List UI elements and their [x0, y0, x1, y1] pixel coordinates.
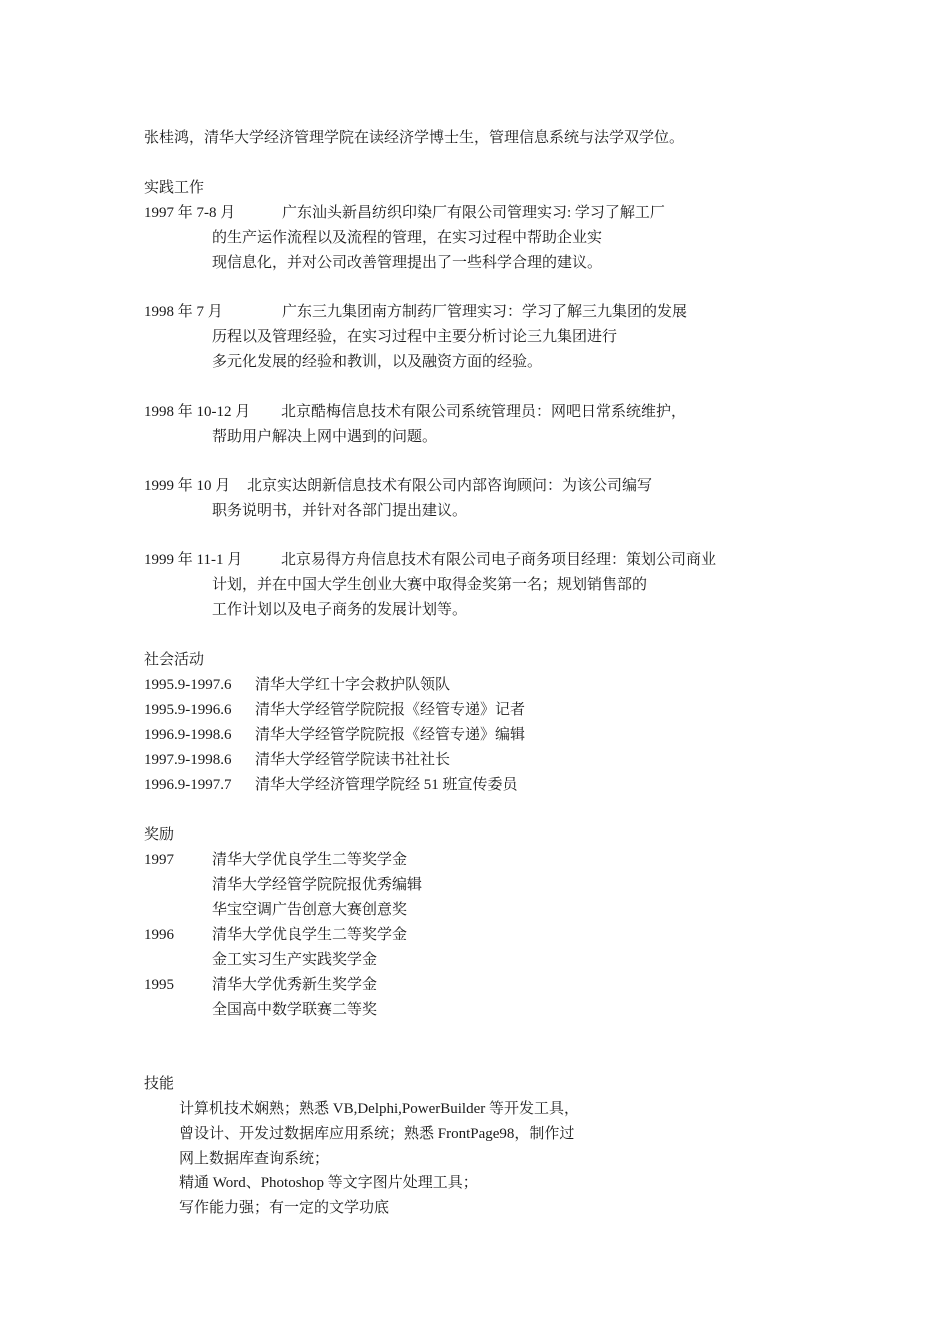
- award-item: 清华大学优良学生二等奖学金: [212, 852, 408, 868]
- intro-text: 张桂鸿，清华大学经济管理学院在读经济学博士生，管理信息系统与法学双学位。: [144, 130, 685, 146]
- award-year: 1996: [144, 927, 174, 943]
- social-item-text: 清华大学经管学院院报《经管专递》记者: [255, 702, 526, 718]
- practice-entry-date: 1998 年 10-12 月: [144, 404, 251, 420]
- practice-entry-date: 1998 年 7 月: [144, 304, 223, 320]
- practice-entry-text: 帮助用户解决上网中遇到的问题。: [212, 429, 438, 445]
- practice-entry-text: 北京易得方舟信息技术有限公司电子商务项目经理：策划公司商业: [281, 552, 717, 568]
- practice-entry-text: 计划，并在中国大学生创业大赛中取得金奖第一名；规划销售部的: [212, 577, 648, 593]
- social-item-text: 清华大学红十字会救护队领队: [255, 677, 451, 693]
- practice-entry-text: 北京酷梅信息技术有限公司系统管理员：网吧日常系统维护，: [281, 404, 687, 420]
- practice-entry-text: 职务说明书，并针对各部门提出建议。: [212, 503, 468, 519]
- award-year: 1995: [144, 977, 174, 993]
- social-item-text: 清华大学经济管理学院经 51 班宣传委员: [255, 777, 518, 793]
- skill-line: 写作能力强；有一定的文学功底: [179, 1200, 390, 1216]
- social-item-period: 1995.9-1997.6: [144, 677, 232, 693]
- practice-entry-date: 1999 年 10 月: [144, 478, 231, 494]
- practice-heading: 实践工作: [144, 180, 205, 196]
- practice-entry-text: 北京实达朗新信息技术有限公司内部咨询顾问：为该公司编写: [247, 478, 653, 494]
- social-item-period: 1997.9-1998.6: [144, 752, 232, 768]
- practice-entry-text: 现信息化，并对公司改善管理提出了一些科学合理的建议。: [212, 255, 603, 271]
- award-item: 清华大学经管学院院报优秀编辑: [212, 877, 423, 893]
- skill-line: 精通 Word、Photoshop 等文字图片处理工具；: [179, 1175, 478, 1191]
- skill-line: 网上数据库查询系统；: [179, 1151, 330, 1167]
- practice-entry-text: 广东三九集团南方制药厂管理实习：学习了解三九集团的发展: [282, 304, 688, 320]
- award-year: 1997: [144, 852, 174, 868]
- social-item-period: 1996.9-1997.7: [144, 777, 232, 793]
- award-item: 金工实习生产实践奖学金: [212, 952, 378, 968]
- award-item: 清华大学优秀新生奖学金: [212, 977, 378, 993]
- social-item-text: 清华大学经管学院读书社社长: [255, 752, 451, 768]
- skill-line: 曾设计、开发过数据库应用系统；熟悉 FrontPage98，制作过: [179, 1126, 575, 1142]
- skills-heading: 技能: [144, 1076, 175, 1092]
- awards-heading: 奖励: [144, 827, 175, 843]
- social-item-period: 1995.9-1996.6: [144, 702, 232, 718]
- award-item: 清华大学优良学生二等奖学金: [212, 927, 408, 943]
- practice-entry-date: 1997 年 7-8 月: [144, 205, 236, 221]
- practice-entry-text: 多元化发展的经验和教训，以及融资方面的经验。: [212, 354, 543, 370]
- award-item: 全国高中数学联赛二等奖: [212, 1002, 378, 1018]
- practice-entry-text: 工作计划以及电子商务的发展计划等。: [212, 602, 468, 618]
- social-item-period: 1996.9-1998.6: [144, 727, 232, 743]
- practice-entry-date: 1999 年 11-1 月: [144, 552, 243, 568]
- practice-entry-text: 历程以及管理经验，在实习过程中主要分析讨论三九集团进行: [212, 329, 618, 345]
- social-heading: 社会活动: [144, 652, 205, 668]
- social-item-text: 清华大学经管学院院报《经管专递》编辑: [255, 727, 526, 743]
- practice-entry-text: 的生产运作流程以及流程的管理，在实习过程中帮助企业实: [212, 230, 603, 246]
- practice-entry-text: 广东汕头新昌纺织印染厂有限公司管理实习: 学习了解工厂: [282, 205, 665, 221]
- award-item: 华宝空调广告创意大赛创意奖: [212, 902, 408, 918]
- skill-line: 计算机技术娴熟；熟悉 VB,Delphi,PowerBuilder 等开发工具，: [179, 1101, 579, 1117]
